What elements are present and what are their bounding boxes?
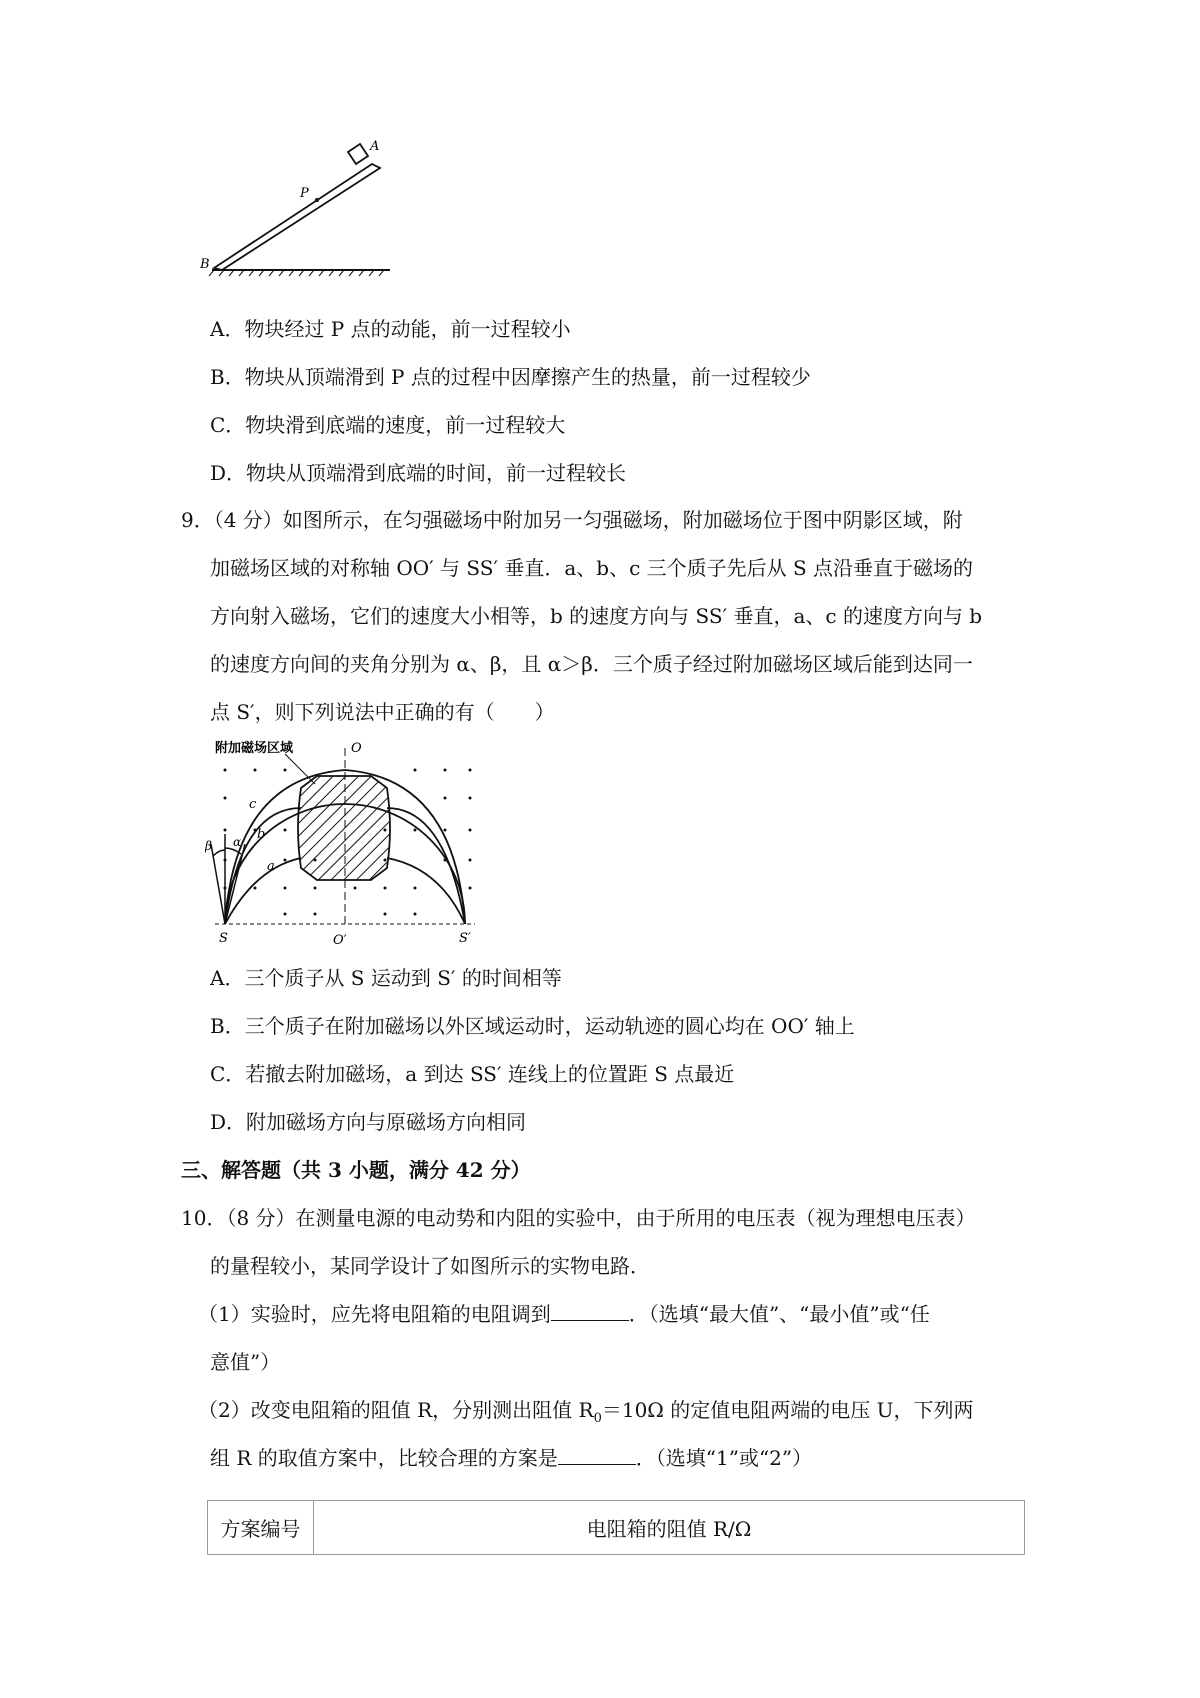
q8-option-b: B．物块从顶端滑到 P 点的过程中因摩擦产生的热量，前一过程较少 bbox=[210, 365, 811, 389]
label-region: 附加磁场区域 bbox=[215, 741, 294, 756]
q9-line-3: 方向射入磁场，它们的速度大小相等，b 的速度方向与 SS′ 垂直，a、c 的速度方向与 b bbox=[210, 604, 983, 628]
q10-part-2-text: （2）改变电阻箱的阻值 R，分别测出阻值 R bbox=[198, 1398, 594, 1422]
label-alpha: α bbox=[233, 835, 242, 849]
q10-part-2-line-2-before: 组 R 的取值方案中，比较合理的方案是 bbox=[210, 1446, 558, 1470]
label-c: c bbox=[249, 797, 257, 812]
label-o: O bbox=[351, 741, 362, 756]
label-a-arc: a bbox=[267, 859, 275, 874]
q9-line-4: 的速度方向间的夹角分别为 α、β，且 α＞β．三个质子经过附加磁场区域后能到达同一 bbox=[210, 652, 973, 676]
q10-line-2: 的量程较小，某同学设计了如图所示的实物电路． bbox=[210, 1254, 650, 1278]
q9-option-d: D．附加磁场方向与原磁场方向相同 bbox=[210, 1110, 527, 1134]
label-s: S bbox=[219, 931, 228, 946]
q9-line-5: 点 S′，则下列说法中正确的有（ ） bbox=[210, 700, 555, 724]
label-p: P bbox=[300, 186, 309, 201]
incline-figure bbox=[200, 140, 400, 290]
scheme-table bbox=[207, 1500, 1025, 1555]
label-beta: β bbox=[205, 839, 212, 853]
q10-part-1-line-2: 意值”） bbox=[210, 1350, 281, 1374]
q10-part-2 bbox=[198, 1396, 973, 1433]
answer-blank-1[interactable] bbox=[551, 1300, 629, 1321]
table-header-scheme: 方案编号 bbox=[208, 1501, 314, 1554]
q9-option-b: B．三个质子在附加磁场以外区域运动时，运动轨迹的圆心均在 OO′ 轴上 bbox=[210, 1014, 855, 1038]
q10-part-1-after: ．（选填“最大值”、“最小值”或“任 bbox=[628, 1302, 930, 1326]
label-o-prime: O′ bbox=[333, 933, 347, 948]
section-3-heading: 三、解答题（共 3 小题，满分 42 分） bbox=[181, 1158, 531, 1182]
q8-option-d: D．物块从顶端滑到底端的时间，前一过程较长 bbox=[210, 461, 627, 485]
magnetic-field-figure bbox=[205, 738, 485, 948]
label-s-prime: S′ bbox=[459, 931, 471, 946]
q10-part-2-rest: ＝10Ω 的定值电阻两端的电压 U，下列两 bbox=[601, 1398, 974, 1422]
q10-part-1-before: （1）实验时，应先将电阻箱的电阻调到 bbox=[198, 1302, 551, 1326]
q10-part-2-sub: 0 bbox=[593, 1411, 602, 1426]
q10-part-1 bbox=[198, 1300, 930, 1328]
label-a: A bbox=[370, 140, 380, 154]
label-b: B bbox=[200, 257, 210, 272]
q9-option-a: A．三个质子从 S 运动到 S′ 的时间相等 bbox=[210, 966, 562, 990]
q8-option-c: C．物块滑到底端的速度，前一过程较大 bbox=[210, 413, 566, 437]
table-header-resistance: 电阻箱的阻值 R/Ω bbox=[586, 1517, 752, 1541]
q10-part-2-line-2-after: ．（选填“1”或“2”） bbox=[635, 1446, 813, 1470]
q8-option-a: A．物块经过 P 点的动能，前一过程较小 bbox=[210, 317, 571, 341]
q9-line-2: 加磁场区域的对称轴 OO′ 与 SS′ 垂直．a、b、c 三个质子先后从 S 点沿垂直于磁场的 bbox=[210, 556, 974, 580]
label-b-arc: b bbox=[257, 827, 266, 842]
answer-blank-2[interactable] bbox=[558, 1444, 636, 1465]
q10-part-2-line-2 bbox=[210, 1444, 812, 1472]
q9-option-c: C．若撤去附加磁场，a 到达 SS′ 连线上的位置距 S 点最近 bbox=[210, 1062, 735, 1086]
q9-line-1: 9．（4 分）如图所示，在匀强磁场中附加另一匀强磁场，附加磁场位于图中阴影区域，附 bbox=[181, 508, 963, 532]
q10-line-1: 10．（8 分）在测量电源的电动势和内阻的实验中，由于所用的电压表（视为理想电压表） bbox=[181, 1206, 976, 1230]
